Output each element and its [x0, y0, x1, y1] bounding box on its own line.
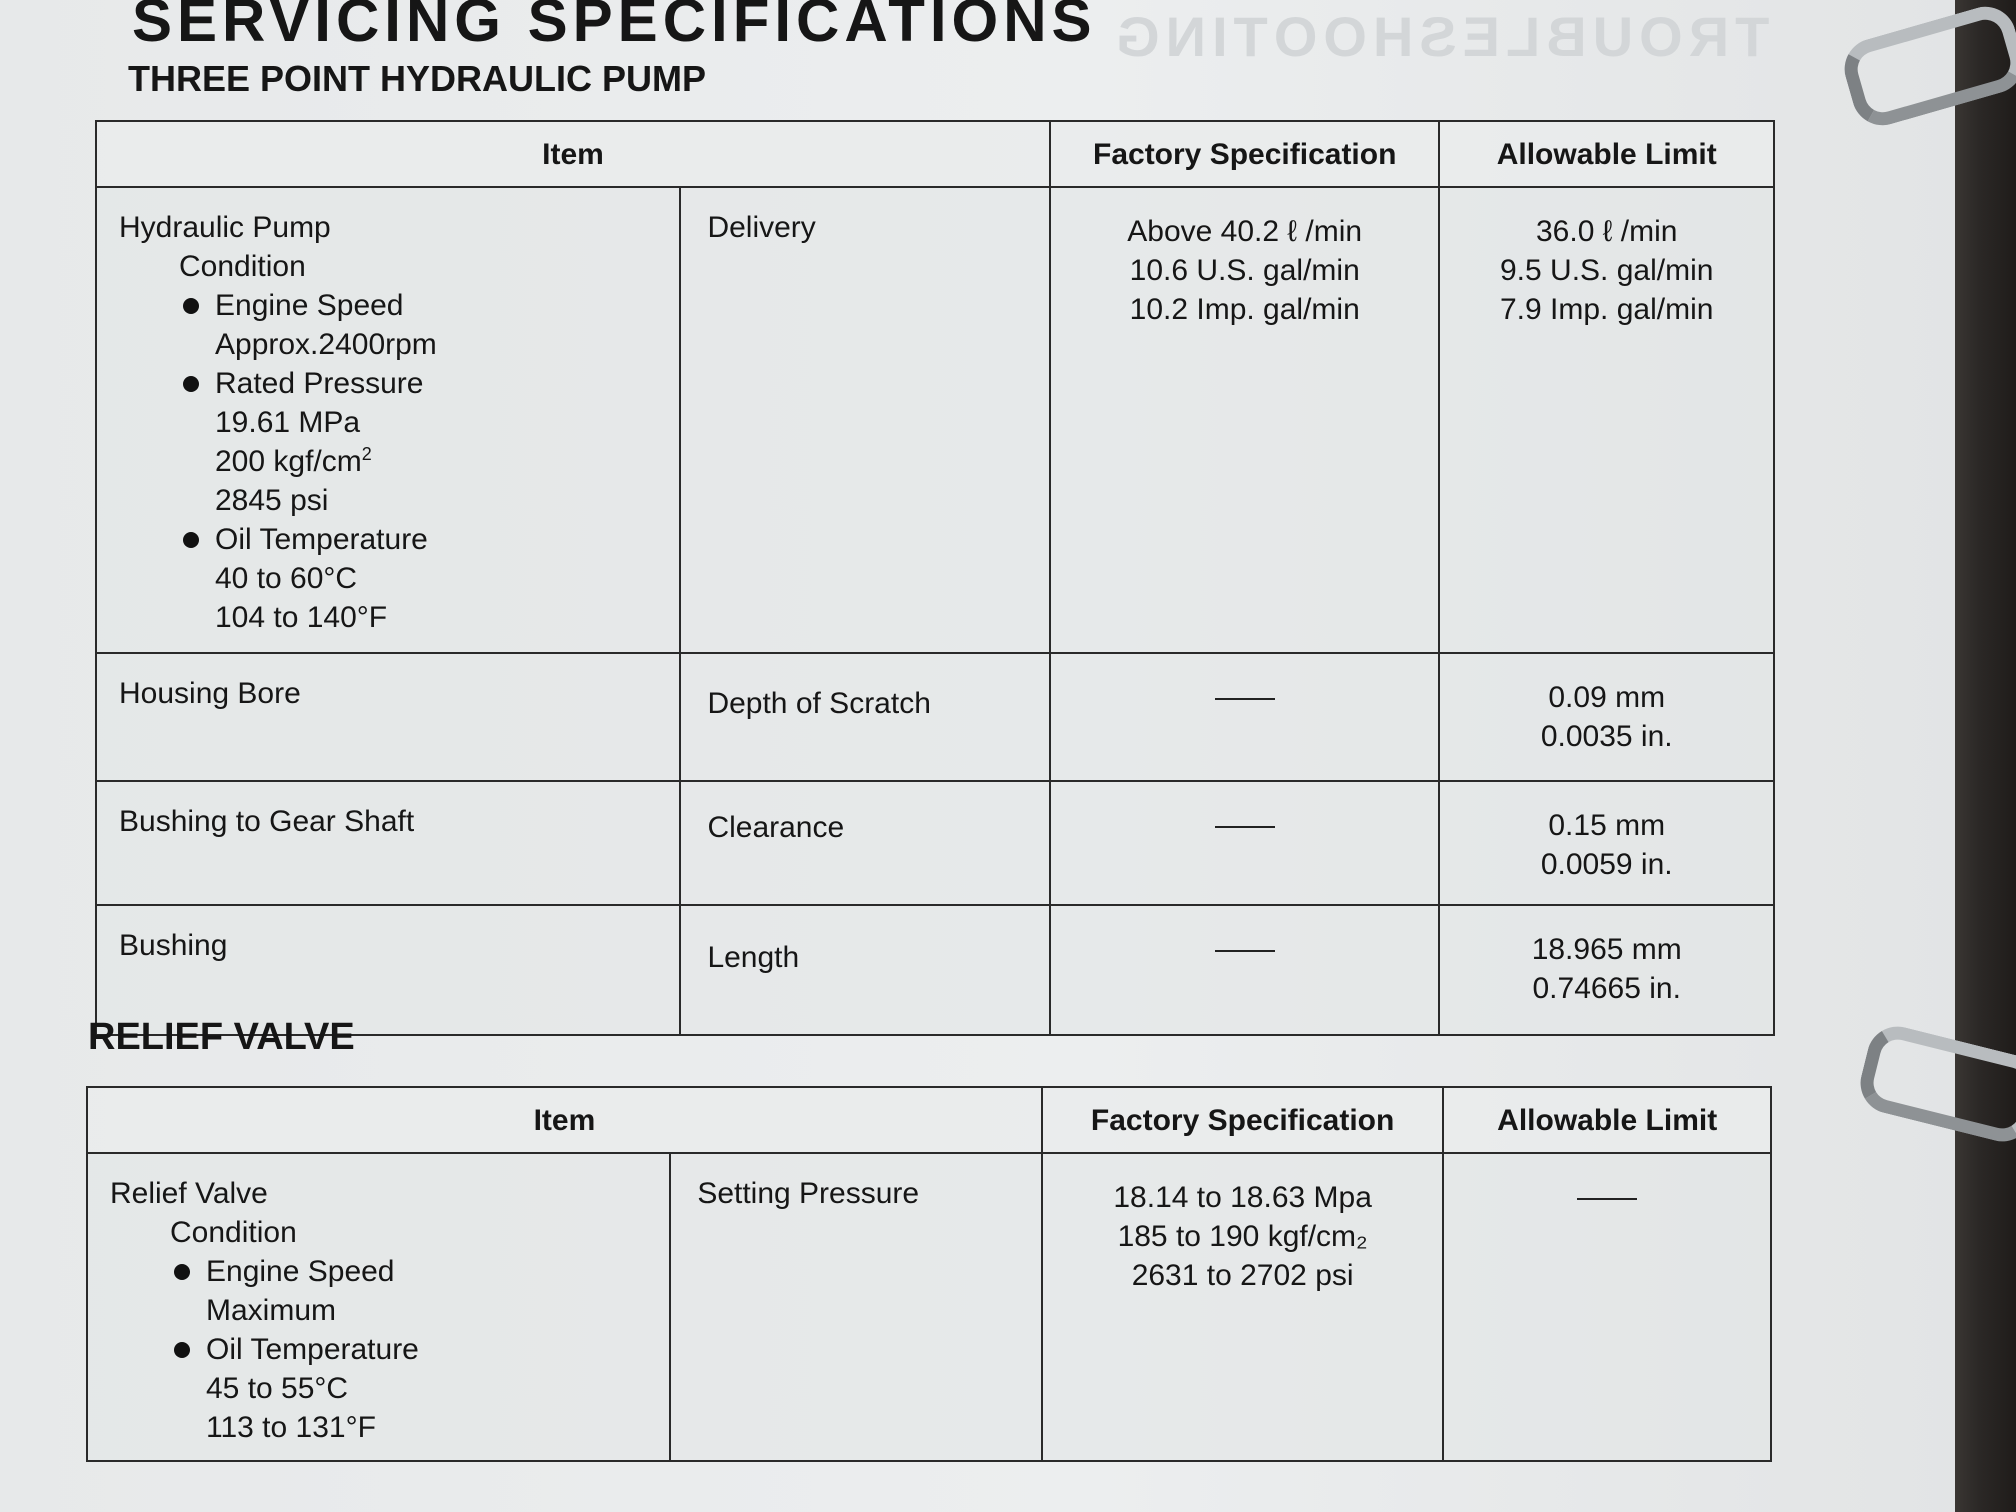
list-item: Rated Pressure — [119, 364, 659, 403]
item-cell: Bushing — [96, 905, 680, 1035]
pump-spec-table — [95, 120, 1775, 1036]
dash-mark — [1215, 698, 1275, 700]
show-through-text: TROUBLESHOOTING — [1110, 5, 1770, 68]
spec-cell: Above 40.2 ℓ /min 10.6 U.S. gal/min 10.2 Imp. gal/min — [1050, 187, 1439, 653]
table-header-row — [87, 1087, 1771, 1153]
measure-cell: Clearance — [680, 781, 1050, 905]
spec-cell — [1050, 781, 1439, 905]
condition-label: Condition — [179, 250, 306, 283]
measure-cell: Setting Pressure — [670, 1153, 1042, 1461]
header-factory-spec: Factory Specification — [1050, 121, 1439, 187]
header-factory-spec: Factory Specification — [1042, 1087, 1444, 1153]
table-row — [96, 653, 1774, 781]
limit-cell: 0.15 mm 0.0059 in. — [1439, 781, 1774, 905]
header-allowable-limit: Allowable Limit — [1439, 121, 1774, 187]
limit-cell — [1443, 1153, 1771, 1461]
relief-spec-table — [86, 1086, 1772, 1462]
header-item: Item — [96, 121, 1050, 187]
condition-label: Condition — [170, 1216, 297, 1249]
item-cell: Bushing to Gear Shaft — [96, 781, 680, 905]
item-title: Relief Valve — [110, 1177, 268, 1210]
section-title-pump: THREE POINT HYDRAULIC PUMP — [128, 58, 707, 99]
table-header-row — [96, 121, 1774, 187]
spec-cell — [1050, 905, 1439, 1035]
limit-cell: 0.09 mm 0.0035 in. — [1439, 653, 1774, 781]
header-item: Item — [87, 1087, 1042, 1153]
item-cell: Hydraulic Pump Condition Engine Speed Approx.2400rpm Rated Pressure 19.61 MPa 200 kgf/$cm^2$ 2845 psi Oil Temperature 40 to 60°C 104 to 140°F — [96, 187, 680, 653]
item-cell: Relief Valve Condition Engine Speed Maximum Oil Temperature 45 to 55°C 113 to 131°F — [87, 1153, 670, 1461]
header-allowable-limit: Allowable Limit — [1443, 1087, 1771, 1153]
table-row — [96, 781, 1774, 905]
list-item: Engine Speed — [119, 286, 659, 325]
item-cell: Housing Bore — [96, 653, 680, 781]
section-title-relief: RELIEF VALVE — [88, 1016, 355, 1058]
item-title: Hydraulic Pump — [119, 211, 331, 244]
measure-cell: Length — [680, 905, 1050, 1035]
table-row — [96, 187, 1774, 653]
dash-mark — [1577, 1198, 1637, 1200]
measure-cell: Depth of Scratch — [680, 653, 1050, 781]
list-item: Oil Temperature — [110, 1330, 649, 1369]
dash-mark — [1215, 826, 1275, 828]
limit-cell: 18.965 mm 0.74665 in. — [1439, 905, 1774, 1035]
list-item: Engine Speed — [110, 1252, 649, 1291]
list-item: Oil Temperature — [119, 520, 659, 559]
table-row — [87, 1153, 1771, 1461]
spec-cell — [1050, 653, 1439, 781]
measure-cell: Delivery — [680, 187, 1050, 653]
spec-cell: 18.14 to 18.63 Mpa 185 to 190 kgf/cm₂ 2631 to 2702 psi — [1042, 1153, 1444, 1461]
dash-mark — [1215, 950, 1275, 952]
limit-cell: 36.0 ℓ /min 9.5 U.S. gal/min 7.9 Imp. gal/min — [1439, 187, 1774, 653]
binder-edge — [1955, 0, 2016, 1512]
page-title: SERVICING SPECIFICATIONS — [132, 0, 1097, 54]
